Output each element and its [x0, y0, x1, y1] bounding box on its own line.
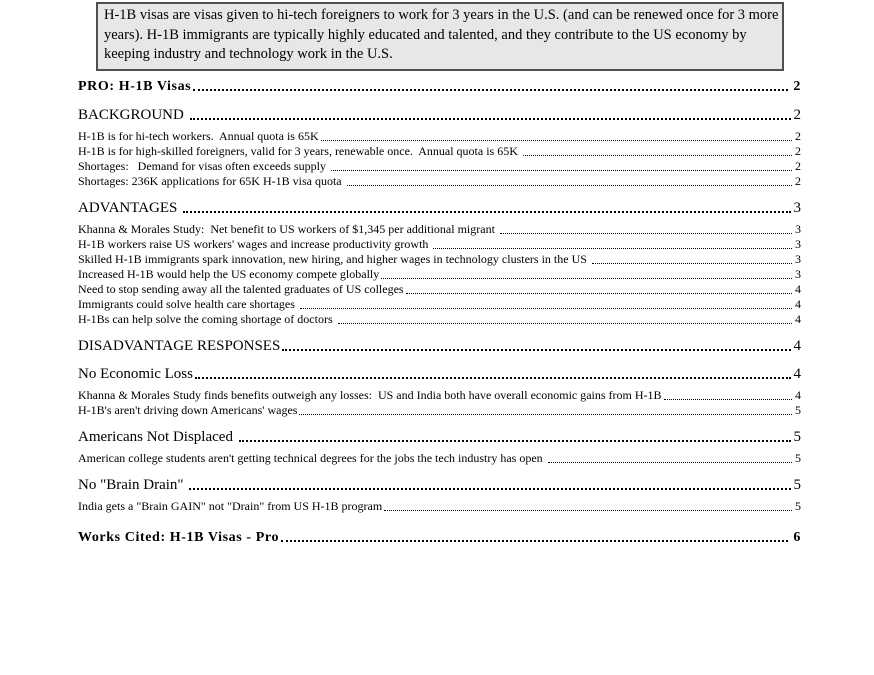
- toc-entry-page: 5: [793, 429, 801, 445]
- toc-entry-page: 4: [795, 282, 801, 296]
- toc-entry[interactable]: [78, 451, 801, 466]
- toc-entry-label: Increased H-1B would help the US economy compete globally: [78, 267, 380, 281]
- toc-entry-page: 4: [795, 297, 801, 311]
- toc-entry[interactable]: [78, 144, 801, 159]
- toc-entry-label: No Economic Loss: [78, 366, 193, 382]
- toc-entry[interactable]: [78, 237, 801, 252]
- toc-entry-page: 3: [795, 252, 801, 266]
- toc-leader-dots: [190, 118, 791, 120]
- toc-entry-label: Shortages: 236K applications for 65K H-1B visa quota: [78, 174, 345, 188]
- toc-entry-label: No "Brain Drain": [78, 477, 188, 493]
- toc-entry-page: 4: [793, 366, 801, 382]
- toc-entry-page: 3: [795, 267, 801, 281]
- toc-leader-dots: [331, 170, 792, 171]
- toc-entry-page: 4: [793, 338, 801, 354]
- toc-entry-page: 5: [793, 477, 801, 493]
- toc-entry[interactable]: [78, 200, 801, 217]
- toc-leader-dots: [183, 211, 790, 213]
- toc-entry-page: 3: [795, 222, 801, 236]
- toc-entry-label: ADVANTAGES: [78, 200, 182, 216]
- toc-leader-dots: [193, 89, 788, 91]
- toc-entry-label: Shortages: Demand for visas often exceeds supply: [78, 159, 329, 173]
- toc-entry[interactable]: [78, 388, 801, 403]
- toc-leader-dots: [321, 140, 792, 141]
- toc-entry-page: 2: [793, 79, 801, 94]
- toc-entry-page: 5: [795, 403, 801, 417]
- toc-entry-page: 6: [793, 530, 801, 545]
- toc-entry[interactable]: [78, 477, 801, 494]
- toc-leader-dots: [381, 278, 792, 279]
- toc-leader-dots: [347, 185, 792, 186]
- intro-line: keeping industry and technology work in the U.S.: [104, 46, 393, 62]
- toc-leader-dots: [664, 399, 792, 400]
- toc-entry[interactable]: [78, 429, 801, 446]
- toc-entry[interactable]: [78, 159, 801, 174]
- toc-entry[interactable]: [78, 529, 801, 547]
- toc-entry-page: 2: [795, 129, 801, 143]
- toc-entry-label: H-1B workers raise US workers' wages and increase productivity growth: [78, 237, 432, 251]
- toc-entry-page: 4: [795, 312, 801, 326]
- toc-entry-label: BACKGROUND: [78, 107, 188, 123]
- toc-entry-label: H-1B is for high-skilled foreigners, valid for 3 years, renewable once. Annual quota is 65K: [78, 144, 521, 158]
- toc-entry[interactable]: [78, 78, 801, 96]
- toc-entry-page: 2: [793, 107, 801, 123]
- toc-entry[interactable]: [78, 297, 801, 312]
- toc-entry[interactable]: [78, 499, 801, 514]
- toc-entry[interactable]: [78, 267, 801, 282]
- toc-entry-page: 3: [793, 200, 801, 216]
- toc-leader-dots: [299, 414, 792, 415]
- toc-leader-dots: [239, 440, 791, 442]
- toc-entry-label: India gets a "Brain GAIN" not "Drain" from US H-1B program: [78, 499, 383, 513]
- toc-entry[interactable]: [78, 338, 801, 355]
- toc-entry-label: Immigrants could solve health care shortages: [78, 297, 298, 311]
- toc-leader-dots: [406, 293, 792, 294]
- toc-entry-label: DISADVANTAGE RESPONSES: [78, 338, 281, 354]
- toc-entry-label: Works Cited: H-1B Visas - Pro: [78, 530, 280, 545]
- toc-entry[interactable]: [78, 312, 801, 327]
- toc-entry-label: PRO: H-1B Visas: [78, 79, 192, 94]
- toc-entry-label: Khanna & Morales Study: Net benefit to US workers of $1,345 per additional migrant: [78, 222, 498, 236]
- toc-entry-page: 4: [795, 388, 801, 402]
- toc-entry-page: 2: [795, 144, 801, 158]
- toc-leader-dots: [338, 323, 792, 324]
- toc-entry-label: H-1Bs can help solve the coming shortage of doctors: [78, 312, 336, 326]
- toc-leader-dots: [195, 377, 791, 379]
- toc-leader-dots: [548, 462, 792, 463]
- toc-leader-dots: [500, 233, 792, 234]
- toc-leader-dots: [282, 349, 790, 351]
- intro-line: H-1B visas are visas given to hi-tech foreigners to work for 3 years in the U.S. (and can be renewed once for 3 more: [104, 7, 779, 23]
- toc-entry-label: H-1B's aren't driving down Americans' wages: [78, 403, 298, 417]
- toc-entry[interactable]: [78, 366, 801, 383]
- intro-line: years). H-1B immigrants are typically highly educated and talented, and they contribute to the US economy by: [104, 26, 747, 43]
- toc-entry-page: 2: [795, 174, 801, 188]
- toc-entry[interactable]: [78, 107, 801, 124]
- toc-entry-label: Need to stop sending away all the talented graduates of US colleges: [78, 282, 404, 296]
- toc-entry-label: H-1B is for hi-tech workers. Annual quota is 65K: [78, 129, 319, 143]
- toc-leader-dots: [189, 488, 790, 490]
- toc-entry[interactable]: [78, 282, 801, 297]
- toc-leader-dots: [433, 248, 792, 249]
- toc-entry[interactable]: [78, 174, 801, 189]
- toc-entry[interactable]: [78, 222, 801, 237]
- toc-entry-page: 5: [795, 451, 801, 465]
- toc-leader-dots: [592, 263, 792, 264]
- toc-entry-page: 3: [795, 237, 801, 251]
- toc-leader-dots: [281, 540, 788, 542]
- toc-entry[interactable]: [78, 252, 801, 267]
- toc-leader-dots: [523, 155, 792, 156]
- toc-entry-page: 5: [795, 499, 801, 513]
- toc-entry-label: Khanna & Morales Study finds benefits outweigh any losses: US and India both have overall economic gains from H-1B: [78, 388, 662, 402]
- toc-entry-label: Americans Not Displaced: [78, 429, 237, 445]
- toc-entry-page: 2: [795, 159, 801, 173]
- toc-entry[interactable]: [78, 129, 801, 144]
- toc-leader-dots: [300, 308, 792, 309]
- toc-entry[interactable]: [78, 403, 801, 418]
- toc-leader-dots: [384, 510, 792, 511]
- table-of-contents: [78, 63, 801, 547]
- toc-entry-label: Skilled H-1B immigrants spark innovation, new hiring, and higher wages in technology clusters in the US: [78, 252, 590, 266]
- toc-entry-label: American college students aren't getting technical degrees for the jobs the tech industry has open: [78, 451, 546, 465]
- intro-box: [96, 2, 784, 71]
